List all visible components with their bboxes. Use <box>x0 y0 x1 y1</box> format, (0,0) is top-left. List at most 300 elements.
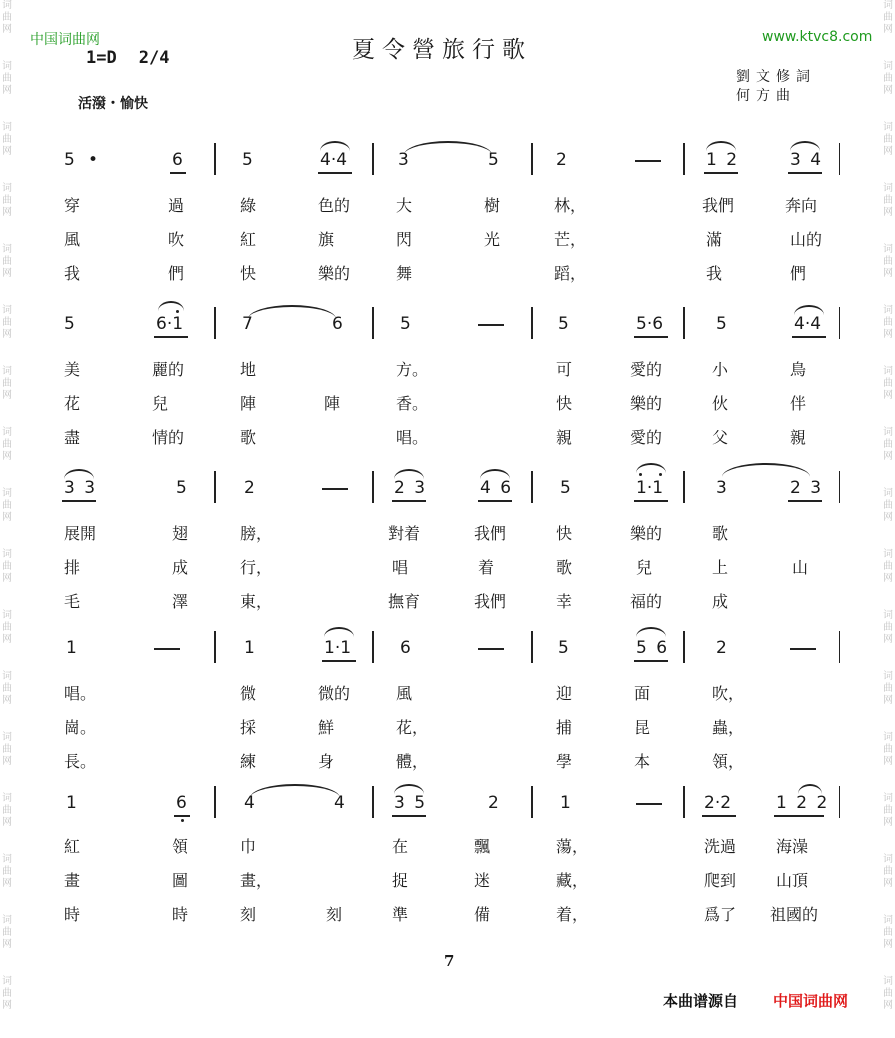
watermark-glyph: 网 <box>883 85 893 96</box>
octave-dot <box>659 473 662 476</box>
watermark-glyph: 网 <box>2 817 12 828</box>
watermark-glyph: 词 <box>883 915 893 926</box>
watermark-glyph-group <box>881 305 895 366</box>
lyric: 陣 <box>324 394 341 413</box>
watermark-glyph: 词 <box>883 732 893 743</box>
note: 1 <box>244 638 255 658</box>
lyric: 對着 <box>388 524 421 543</box>
watermark-glyph: 网 <box>2 573 12 584</box>
watermark-glyph: 词 <box>2 488 12 499</box>
watermark-glyph-group <box>881 122 895 183</box>
watermark-glyph: 词 <box>2 671 12 682</box>
lyric: 快 <box>556 524 573 543</box>
lyric: 樹 <box>484 196 501 215</box>
lyric: 芒， <box>554 230 587 249</box>
watermark-glyph-group <box>0 854 14 915</box>
watermark-glyph: 曲 <box>2 805 12 816</box>
lyric: 刻 <box>326 905 343 924</box>
watermark-glyph-group <box>0 549 14 610</box>
watermark-glyph: 网 <box>2 268 12 279</box>
note: 2 <box>716 638 727 658</box>
underline <box>318 172 352 174</box>
note: 1 2 2 <box>776 793 830 813</box>
bar-line <box>372 143 374 175</box>
underline <box>392 815 426 817</box>
note: 7 <box>242 314 253 334</box>
lyric: 方。 <box>396 360 429 379</box>
watermark-glyph: 曲 <box>2 317 12 328</box>
lyric: 滿 <box>706 230 723 249</box>
lyric: 山頂 <box>776 871 809 890</box>
underline <box>170 172 186 174</box>
lyric: 領 <box>172 837 189 856</box>
lyric: 花 <box>64 394 81 413</box>
source-site-link[interactable]: 中国词曲网 <box>773 992 849 1010</box>
lyric: 情的 <box>152 428 185 447</box>
watermark-glyph: 词 <box>2 122 12 133</box>
watermark-glyph: 网 <box>883 634 893 645</box>
note: 6 <box>176 793 187 813</box>
watermark-glyph: 网 <box>883 512 893 523</box>
watermark-glyph: 网 <box>2 24 12 35</box>
lyric: 樂的 <box>630 524 663 543</box>
watermark-glyph-group <box>0 427 14 488</box>
watermark-glyph-group <box>881 976 895 1037</box>
watermark-glyph-group <box>0 488 14 549</box>
lyric: 閃 <box>396 230 413 249</box>
lyric: 我 <box>64 264 81 283</box>
lyric: 捉 <box>392 871 409 890</box>
note: 1·1 <box>324 638 352 658</box>
watermark-glyph: 词 <box>883 244 893 255</box>
lyric: 花， <box>396 718 429 737</box>
slur <box>250 784 340 798</box>
lyric: 蟲， <box>712 718 745 737</box>
watermark-glyph: 词 <box>2 366 12 377</box>
note: 4 <box>334 793 345 813</box>
lyric: 洗過 <box>704 837 737 856</box>
watermark-glyph-group <box>881 732 895 793</box>
watermark-glyph: 曲 <box>883 317 893 328</box>
watermark-glyph: 词 <box>883 122 893 133</box>
lyric: 唱。 <box>396 428 429 447</box>
bar-line <box>839 307 840 339</box>
time-signature: 2/4 <box>138 48 170 68</box>
watermark-glyph: 网 <box>2 1000 12 1011</box>
lyric: 親 <box>556 428 573 447</box>
note: 1 2 <box>706 150 740 170</box>
lyric: 鳥 <box>790 360 807 379</box>
bar-line <box>531 631 533 663</box>
watermark-glyph-group <box>881 61 895 122</box>
lyric: 畫， <box>240 871 273 890</box>
bar-line <box>214 471 216 503</box>
lyric: 成 <box>172 558 189 577</box>
lyric: 們 <box>790 264 807 283</box>
watermark-glyph-group <box>0 61 14 122</box>
lyric: 體， <box>396 752 429 771</box>
lyric: 時 <box>64 905 81 924</box>
lyric: 圖 <box>172 871 189 890</box>
lyric: 小 <box>712 360 729 379</box>
watermark-glyph: 曲 <box>883 988 893 999</box>
watermark-glyph: 曲 <box>2 988 12 999</box>
extension-dash <box>790 648 816 650</box>
watermark-glyph: 词 <box>883 183 893 194</box>
bar-line <box>214 631 216 663</box>
lyric: 歌 <box>556 558 573 577</box>
lyric: 麗的 <box>152 360 185 379</box>
lyric: 膀， <box>240 524 273 543</box>
watermark-glyph-group <box>881 610 895 671</box>
slur <box>636 463 666 473</box>
lyric: 崗。 <box>64 718 97 737</box>
note: 5 <box>488 150 499 170</box>
watermark-glyph: 词 <box>2 732 12 743</box>
watermark-glyph: 网 <box>883 756 893 767</box>
bar-line <box>531 471 533 503</box>
key-signature: 1=D <box>86 48 117 68</box>
lyric: 備 <box>474 905 491 924</box>
bar-line <box>372 307 374 339</box>
bar-line <box>214 307 216 339</box>
watermark-glyph: 网 <box>2 634 12 645</box>
watermark-glyph: 网 <box>883 207 893 218</box>
note: 5 <box>176 478 187 498</box>
watermark-glyph-group <box>881 183 895 244</box>
watermark-glyph: 曲 <box>883 378 893 389</box>
note: 2 <box>244 478 255 498</box>
lyric: 在 <box>392 837 409 856</box>
extension-dash <box>478 648 504 650</box>
slur <box>722 463 810 477</box>
bar-line <box>683 786 685 818</box>
lyric: 陣 <box>240 394 257 413</box>
underline <box>62 500 96 502</box>
watermark-glyph: 曲 <box>883 12 893 23</box>
watermark-glyph: 词 <box>883 427 893 438</box>
lyric: 迎 <box>556 684 573 703</box>
lyric: 我 <box>706 264 723 283</box>
slur <box>636 627 666 637</box>
slur <box>158 301 184 311</box>
lyric: 吹 <box>168 230 185 249</box>
extension-dash <box>322 488 348 490</box>
lyric: 長。 <box>64 752 97 771</box>
watermark-glyph: 曲 <box>2 927 12 938</box>
source-label: 本曲谱源自 <box>663 992 739 1010</box>
watermark-glyph-group <box>881 488 895 549</box>
lyric: 愛的 <box>630 360 663 379</box>
lyric: 兒 <box>152 394 169 413</box>
bar-line <box>683 471 685 503</box>
watermark-glyph: 网 <box>2 329 12 340</box>
lyric: 綠 <box>240 196 257 215</box>
lyric: 紅 <box>64 837 81 856</box>
note: 1 <box>66 638 77 658</box>
note: 2 <box>488 793 499 813</box>
lyric: 愛的 <box>630 428 663 447</box>
note: 4·4 <box>320 150 348 170</box>
note: 3 <box>398 150 409 170</box>
note: 5 6 <box>636 638 670 658</box>
watermark-glyph-group <box>881 244 895 305</box>
octave-dot <box>639 473 642 476</box>
watermark-glyph: 词 <box>883 671 893 682</box>
lyric: 風 <box>64 230 81 249</box>
lyric: 排 <box>64 558 81 577</box>
key-time-signature <box>86 48 169 68</box>
watermark-glyph: 词 <box>2 61 12 72</box>
lyric: 練 <box>240 752 257 771</box>
watermark-glyph: 网 <box>883 1000 893 1011</box>
note: 4 <box>244 793 255 813</box>
note: 3 5 <box>394 793 428 813</box>
watermark-glyph: 曲 <box>2 73 12 84</box>
watermark-glyph: 曲 <box>883 744 893 755</box>
note: 5·6 <box>636 314 664 334</box>
composer-credit: 何方曲 <box>736 88 796 104</box>
underline <box>788 172 822 174</box>
watermark-glyph-group <box>0 183 14 244</box>
watermark-glyph: 词 <box>2 854 12 865</box>
lyric: 旗 <box>318 230 335 249</box>
underline <box>704 172 738 174</box>
watermark-glyph-group <box>881 793 895 854</box>
lyric: 飄 <box>474 837 491 856</box>
lyric: 我們 <box>474 592 507 611</box>
watermark-glyph: 曲 <box>2 12 12 23</box>
watermark-glyph-group <box>881 671 895 732</box>
underline <box>792 336 826 338</box>
bar-line <box>683 307 685 339</box>
lyric: 香。 <box>396 394 429 413</box>
site-url-link[interactable]: www.ktvc8.com <box>762 29 873 45</box>
extension-dash <box>636 803 662 805</box>
lyric: 面 <box>634 684 651 703</box>
watermark-glyph: 词 <box>2 305 12 316</box>
extension-dash <box>154 648 180 650</box>
note: 5 <box>716 314 727 334</box>
watermark-glyph: 曲 <box>883 439 893 450</box>
lyric: 捕 <box>556 718 573 737</box>
watermark-glyph: 网 <box>883 329 893 340</box>
bar-line <box>531 786 533 818</box>
watermark-glyph-group <box>881 915 895 976</box>
lyric: 祖國的 <box>770 905 819 924</box>
lyric: 鮮 <box>318 718 335 737</box>
lyric: 迷 <box>474 871 491 890</box>
watermark-glyph: 网 <box>883 146 893 157</box>
watermark-glyph: 曲 <box>2 134 12 145</box>
bar-line <box>214 143 216 175</box>
note: 5 <box>558 638 569 658</box>
extension-dash <box>478 324 504 326</box>
left-watermark <box>0 0 14 1038</box>
lyric: 親 <box>790 428 807 447</box>
watermark-glyph: 网 <box>883 939 893 950</box>
lyric: 盡 <box>64 428 81 447</box>
watermark-glyph: 曲 <box>2 378 12 389</box>
lyric: 山的 <box>790 230 823 249</box>
watermark-glyph: 词 <box>2 0 12 11</box>
lyric: 刻 <box>240 905 257 924</box>
lyric: 幸 <box>556 592 573 611</box>
bar-line <box>683 631 685 663</box>
underline <box>634 336 668 338</box>
lyric: 色的 <box>318 196 351 215</box>
underline <box>154 336 188 338</box>
watermark-glyph: 网 <box>2 695 12 706</box>
note: 5 <box>560 478 571 498</box>
lyric: 上 <box>712 558 729 577</box>
watermark-glyph: 曲 <box>2 561 12 572</box>
underline <box>634 500 668 502</box>
lyric: 林， <box>554 196 587 215</box>
watermark-glyph-group <box>0 671 14 732</box>
octave-dot <box>181 819 184 822</box>
bar-line <box>839 471 840 503</box>
watermark-glyph-group <box>0 915 14 976</box>
note: 1·1 <box>636 478 664 498</box>
lyric: 蕩， <box>556 837 589 856</box>
lyric: 紅 <box>240 230 257 249</box>
lyric: 歌 <box>712 524 729 543</box>
watermark-glyph: 词 <box>2 610 12 621</box>
watermark-glyph-group <box>881 854 895 915</box>
watermark-glyph-group <box>0 366 14 427</box>
note: 5 <box>64 314 75 334</box>
lyric: 唱。 <box>64 684 97 703</box>
page-number: 7 <box>444 952 455 970</box>
note: 2 3 <box>394 478 428 498</box>
lyric: 領， <box>712 752 745 771</box>
lyric: 地 <box>240 360 257 379</box>
underline <box>174 815 190 817</box>
lyric: 伴 <box>790 394 807 413</box>
watermark-glyph: 词 <box>883 0 893 11</box>
watermark-glyph-group <box>881 549 895 610</box>
bar-line <box>839 786 840 818</box>
lyric: 快 <box>556 394 573 413</box>
watermark-glyph: 曲 <box>883 134 893 145</box>
lyric: 身 <box>318 752 335 771</box>
watermark-glyph: 词 <box>883 549 893 560</box>
lyric: 澤 <box>172 592 189 611</box>
note: 3 <box>716 478 727 498</box>
note: 4 6 <box>480 478 514 498</box>
lyric: 我們 <box>702 196 735 215</box>
extension-dash <box>635 160 661 162</box>
slur <box>404 141 492 155</box>
watermark-glyph: 词 <box>883 610 893 621</box>
underline <box>774 815 824 817</box>
note: 5 <box>242 150 253 170</box>
lyric: 着 <box>478 558 495 577</box>
watermark-glyph: 词 <box>883 366 893 377</box>
watermark-glyph-group <box>0 244 14 305</box>
lyric: 福的 <box>630 592 663 611</box>
underline <box>392 500 426 502</box>
watermark-glyph: 曲 <box>883 73 893 84</box>
song-title: 夏令營旅行歌 <box>352 37 532 63</box>
lyric: 可 <box>556 360 573 379</box>
lyric: 唱 <box>392 558 409 577</box>
lyric: 父 <box>712 428 729 447</box>
note: 5 <box>400 314 411 334</box>
lyric: 巾 <box>240 837 257 856</box>
watermark-glyph: 网 <box>2 756 12 767</box>
watermark-glyph: 网 <box>883 573 893 584</box>
underline <box>322 660 356 662</box>
note: 2 3 <box>790 478 824 498</box>
watermark-glyph-group <box>0 976 14 1037</box>
watermark-glyph: 词 <box>2 915 12 926</box>
bar-line <box>683 143 685 175</box>
note: 6 <box>172 150 183 170</box>
watermark-glyph: 网 <box>883 390 893 401</box>
watermark-glyph: 网 <box>883 817 893 828</box>
note: 6 <box>332 314 343 334</box>
watermark-glyph: 网 <box>883 695 893 706</box>
watermark-glyph: 词 <box>2 793 12 804</box>
note: 2 <box>556 150 567 170</box>
watermark-glyph: 词 <box>2 244 12 255</box>
dot-note: • <box>88 150 99 170</box>
bar-line <box>372 631 374 663</box>
lyric: 樂的 <box>318 264 351 283</box>
octave-dot <box>176 310 179 313</box>
bar-line <box>531 143 533 175</box>
watermark-glyph-group <box>881 427 895 488</box>
watermark-glyph: 曲 <box>2 195 12 206</box>
lyric: 海澡 <box>776 837 809 856</box>
right-watermark <box>881 0 895 1038</box>
note: 1 <box>66 793 77 813</box>
lyric: 們 <box>168 264 185 283</box>
watermark-glyph: 曲 <box>883 195 893 206</box>
bar-line <box>839 143 840 175</box>
underline <box>788 500 822 502</box>
watermark-glyph: 词 <box>2 183 12 194</box>
note: 4·4 <box>794 314 822 334</box>
watermark-glyph-group <box>0 793 14 854</box>
site-name-link[interactable]: 中国词曲网 <box>30 32 100 48</box>
lyric: 吹， <box>712 684 745 703</box>
lyric: 大 <box>396 196 413 215</box>
lyric: 美 <box>64 360 81 379</box>
watermark-glyph: 词 <box>883 793 893 804</box>
lyric: 微的 <box>318 684 351 703</box>
watermark-glyph: 曲 <box>2 256 12 267</box>
lyric: 風 <box>396 684 413 703</box>
lyric: 展開 <box>64 524 97 543</box>
watermark-glyph: 网 <box>2 390 12 401</box>
bar-line <box>214 786 216 818</box>
watermark-glyph: 词 <box>883 976 893 987</box>
watermark-glyph: 网 <box>883 878 893 889</box>
lyric: 學 <box>556 752 573 771</box>
lyricist-credit: 劉文修詞 <box>736 69 816 85</box>
watermark-glyph: 曲 <box>883 683 893 694</box>
watermark-glyph: 曲 <box>883 805 893 816</box>
lyric: 成 <box>712 592 729 611</box>
watermark-glyph: 曲 <box>883 561 893 572</box>
slur <box>324 627 354 637</box>
watermark-glyph: 网 <box>883 24 893 35</box>
note: 6·1 <box>156 314 184 334</box>
watermark-glyph: 词 <box>2 427 12 438</box>
